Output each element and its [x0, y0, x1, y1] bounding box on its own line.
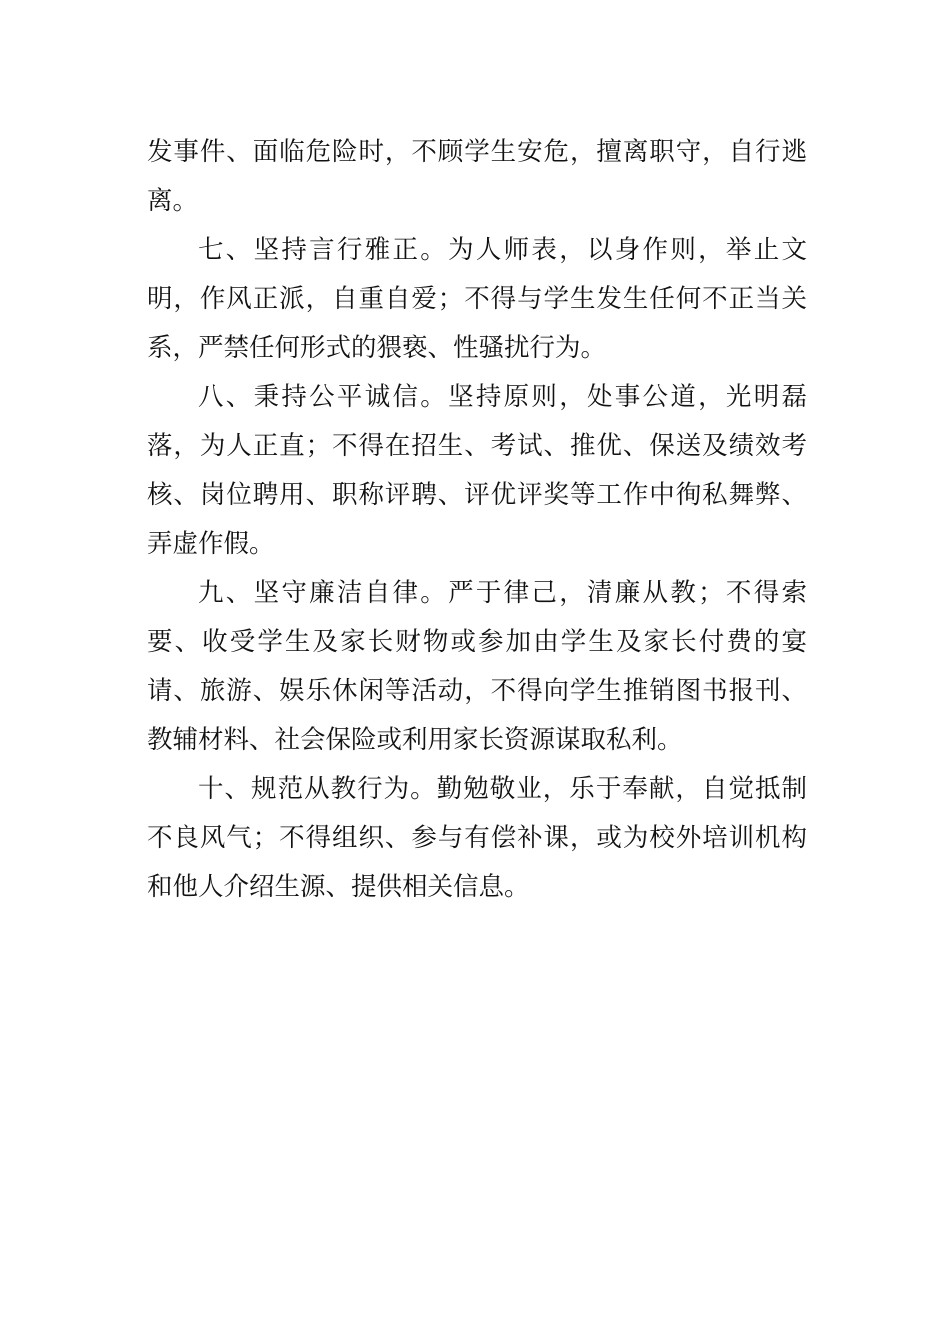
paragraph-continued: 发事件、面临危险时，不顾学生安危，擅离职守，自行逃离。 [147, 137, 807, 216]
document-body [147, 128, 807, 912]
paragraph-item-10: 十、规范从教行为。勤勉敬业，乐于奉献，自觉抵制不良风气；不得组织、参与有偿补课，或为校外培训机构和他人介绍生源、提供相关信息。 [147, 774, 807, 902]
paragraph-item-8: 八、秉持公平诚信。坚持原则，处事公道，光明磊落，为人正直；不得在招生、考试、推优、保送及绩效考核、岗位聘用、职称评聘、评优评奖等工作中徇私舞弊、弄虚作假。 [147, 382, 807, 559]
paragraph-item-9: 九、坚守廉洁自律。严于律己，清廉从教；不得索要、收受学生及家长财物或参加由学生及家长付费的宴请、旅游、娱乐休闲等活动，不得向学生推销图书报刊、教辅材料、社会保险或利用家长资源谋取私利。 [147, 578, 807, 755]
paragraph-item-7: 七、坚持言行雅正。为人师表，以身作则，举止文明，作风正派，自重自爱；不得与学生发生任何不正当关系，严禁任何形式的猥亵、性骚扰行为。 [147, 235, 807, 363]
